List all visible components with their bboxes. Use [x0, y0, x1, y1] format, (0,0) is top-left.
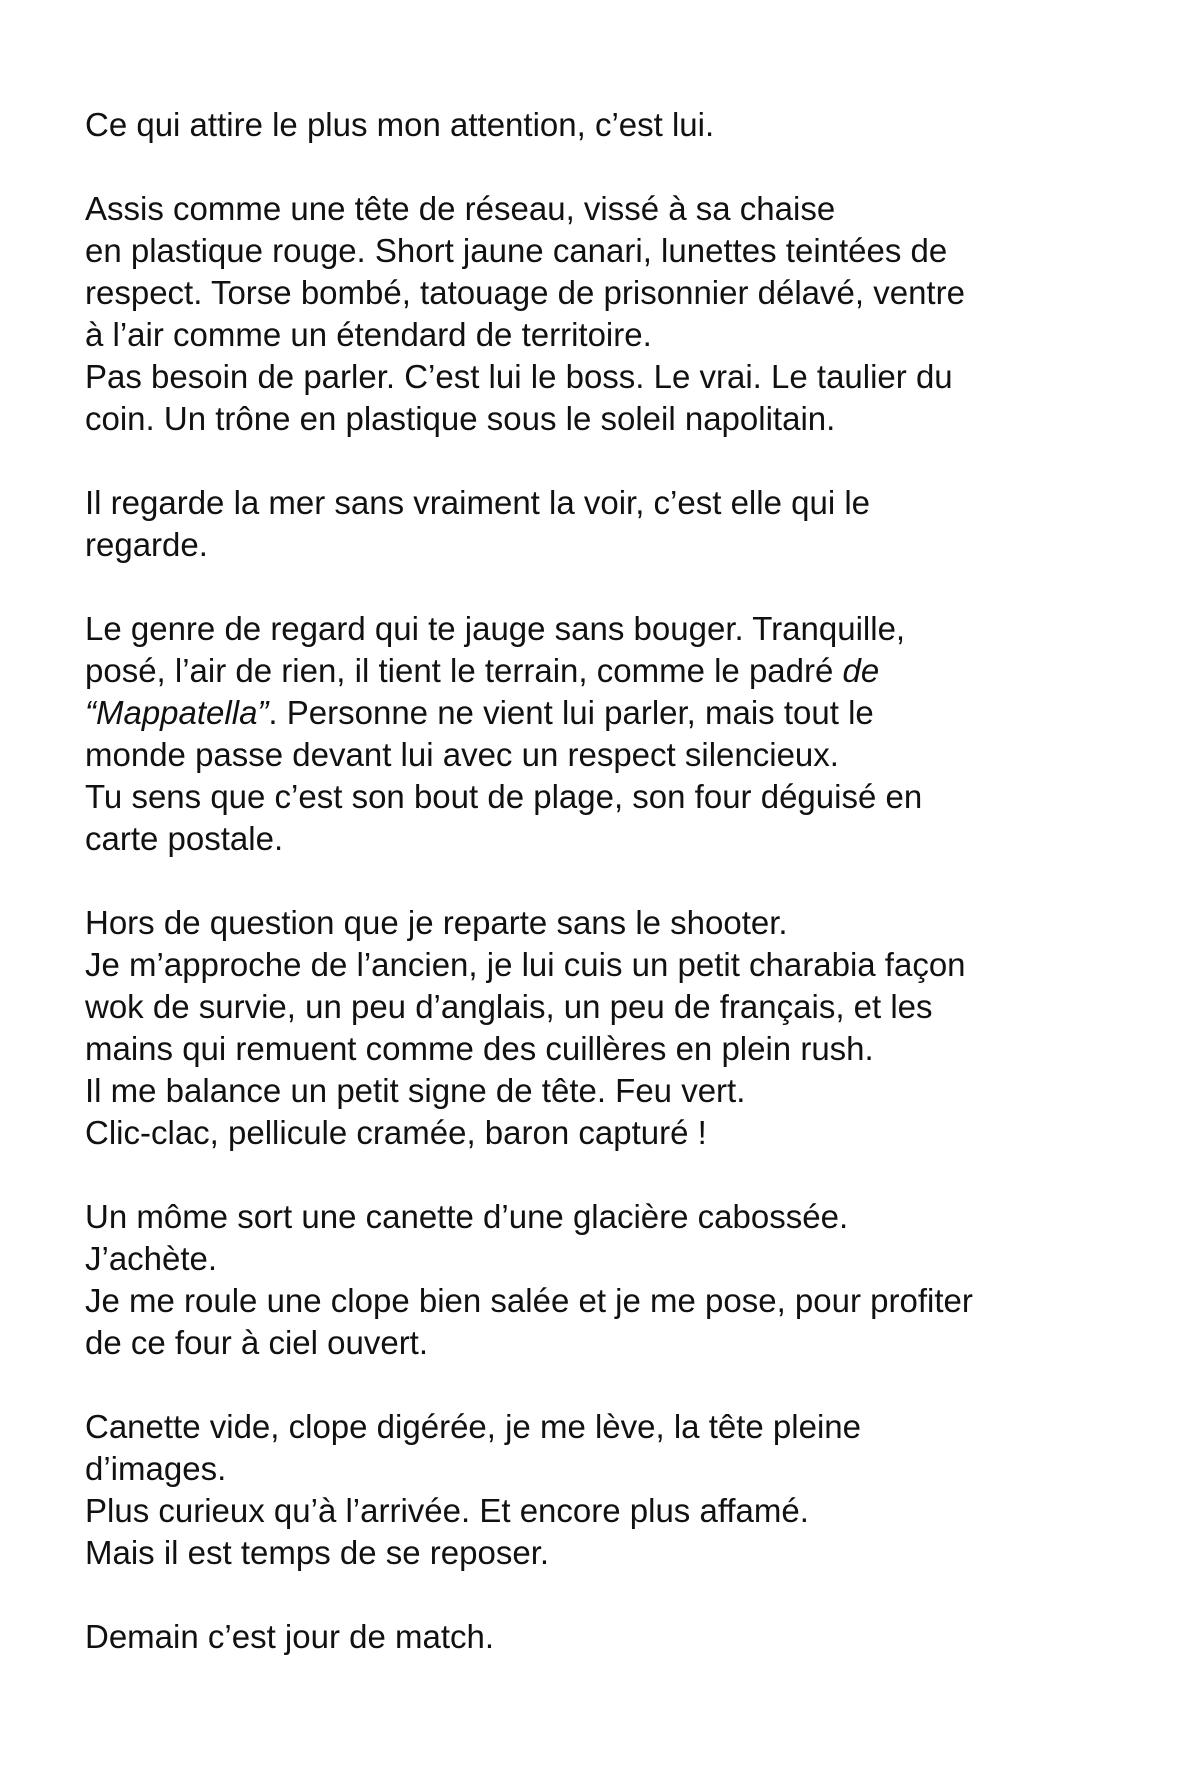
text-line: coin. Un trône en plastique sous le soleil napolitain.	[85, 400, 836, 437]
text-line: Il me balance un petit signe de tête. Feu vert.	[85, 1072, 746, 1109]
text-line: mains qui remuent comme des cuillères en plein rush.	[85, 1030, 874, 1067]
text-line: Un môme sort une canette d’une glacière cabossée.	[85, 1198, 849, 1235]
text-line: wok de survie, un peu d’anglais, un peu de français, et les	[85, 988, 933, 1025]
paragraph	[85, 1196, 1105, 1364]
paragraph	[85, 1406, 1105, 1574]
text-line: J’achète.	[85, 1240, 218, 1277]
paragraph	[85, 104, 1105, 146]
text-line: Pas besoin de parler. C’est lui le boss. Le vrai. Le taulier du	[85, 358, 953, 395]
text-line: Je me roule une clope bien salée et je me pose, pour profiter	[85, 1282, 973, 1319]
paragraph	[85, 188, 1105, 440]
text-line: Canette vide, clope digérée, je me lève, la tête pleine	[85, 1408, 861, 1445]
paragraph	[85, 1616, 1105, 1658]
paragraph	[85, 902, 1105, 1154]
text-line: Je m’approche de l’ancien, je lui cuis un petit charabia façon	[85, 946, 966, 983]
text-line	[85, 650, 1105, 692]
text-line: Plus curieux qu’à l’arrivée. Et encore plus affamé.	[85, 1492, 809, 1529]
text-line: d’images.	[85, 1450, 227, 1487]
text-segment: posé, l’air de rien, il tient le terrain, comme le padré	[85, 652, 843, 689]
text-line: en plastique rouge. Short jaune canari, lunettes teintées de	[85, 232, 948, 269]
text-line: Il regarde la mer sans vraiment la voir, c’est elle qui le	[85, 484, 871, 521]
text-line: à l’air comme un étendard de territoire.	[85, 316, 652, 353]
paragraph	[85, 608, 1105, 860]
text-line: Clic-clac, pellicule cramée, baron capturé !	[85, 1114, 707, 1151]
text-line: Tu sens que c’est son bout de plage, son four déguisé en	[85, 778, 923, 815]
text-line: Demain c’est jour de match.	[85, 1618, 495, 1655]
text-line: Mais il est temps de se reposer.	[85, 1534, 550, 1571]
text-line: carte postale.	[85, 820, 284, 857]
italic-text: de	[842, 652, 880, 689]
text-line	[85, 692, 1105, 734]
text-line: Le genre de regard qui te jauge sans bouger. Tranquille,	[85, 610, 906, 647]
italic-text: “Mappatella”	[85, 694, 269, 731]
document-body	[85, 104, 1105, 1658]
text-line: regarde.	[85, 526, 208, 563]
text-line: Hors de question que je reparte sans le shooter.	[85, 904, 788, 941]
text-segment: . Personne ne vient lui parler, mais tout le	[268, 694, 874, 731]
text-line: Assis comme une tête de réseau, vissé à sa chaise	[85, 190, 836, 227]
text-line: respect. Torse bombé, tatouage de prisonnier délavé, ventre	[85, 274, 965, 311]
text-line: de ce four à ciel ouvert.	[85, 1324, 429, 1361]
text-line: monde passe devant lui avec un respect silencieux.	[85, 736, 839, 773]
paragraph	[85, 482, 1105, 566]
text-line: Ce qui attire le plus mon attention, c’est lui.	[85, 106, 715, 143]
